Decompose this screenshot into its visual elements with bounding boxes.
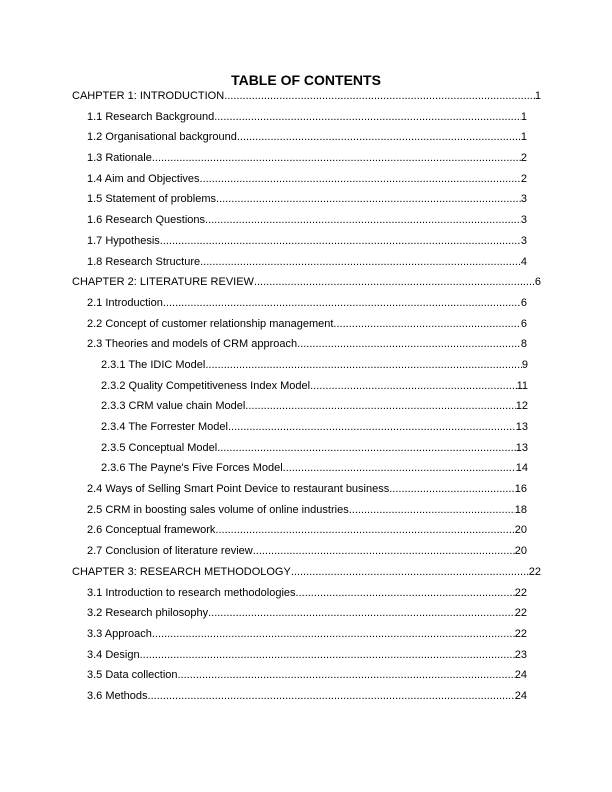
- toc-entry[interactable]: [72, 273, 541, 294]
- toc-entry-page-number: 16: [514, 483, 527, 496]
- toc-entry-title: 3.6 Methods: [87, 689, 148, 702]
- toc-entry-title: 2.3.3 CRM value chain Model: [101, 400, 246, 413]
- toc-dot-leader: [148, 689, 515, 703]
- toc-entry[interactable]: [87, 170, 527, 191]
- toc-entry[interactable]: [87, 521, 527, 542]
- toc-entry[interactable]: [87, 480, 527, 501]
- toc-dot-leader: [333, 317, 520, 331]
- toc-entry[interactable]: [87, 646, 527, 667]
- toc-entry-title: 3.2 Research philosophy: [87, 607, 209, 620]
- toc-entry-page-number: 3: [520, 214, 527, 227]
- toc-entry[interactable]: [87, 584, 527, 605]
- toc-entry-title: 2.7 Conclusion of literature review: [87, 545, 253, 558]
- toc-entry[interactable]: [87, 687, 527, 708]
- toc-entry-title: 1.6 Research Questions: [87, 214, 206, 227]
- toc-entry-title: 1.5 Statement of problems: [87, 193, 217, 206]
- toc-dot-leader: [214, 110, 521, 124]
- toc-entry[interactable]: [72, 563, 541, 584]
- toc-dot-leader: [296, 586, 515, 600]
- toc-entry-title: 1.1 Research Background: [87, 110, 215, 123]
- toc-dot-leader: [200, 255, 521, 269]
- toc-entry-title: 2.3.2 Quality Competitiveness Index Model: [101, 379, 311, 392]
- toc-dot-leader: [205, 358, 522, 372]
- toc-entry-page-number: 2: [520, 172, 527, 185]
- toc-entry-title: 1.4 Aim and Objectives: [87, 172, 200, 185]
- toc-entry-page-number: 22: [514, 627, 527, 640]
- toc-entry-page-number: 1: [520, 110, 527, 123]
- toc-entry[interactable]: [87, 542, 527, 563]
- toc-dot-leader: [208, 606, 515, 620]
- toc-entry-title: 1.7 Hypothesis: [87, 234, 160, 247]
- toc-entry-page-number: 1: [534, 90, 541, 102]
- toc-title: TABLE OF CONTENTS: [231, 72, 381, 88]
- toc-entry-title: 3.3 Approach: [87, 627, 152, 640]
- toc-dot-leader: [215, 523, 514, 537]
- toc-entry-page-number: 22: [528, 565, 541, 578]
- toc-entry-page-number: 1: [520, 131, 527, 144]
- toc-entry-page-number: 13: [515, 441, 528, 454]
- toc-entry[interactable]: [101, 459, 528, 480]
- toc-dot-leader: [254, 275, 535, 289]
- toc-entry[interactable]: [87, 128, 527, 149]
- toc-entry-title: 2.3.5 Conceptual Model: [101, 441, 218, 454]
- toc-entry-title: 3.5 Data collection: [87, 669, 178, 682]
- toc-entry-page-number: 3: [520, 193, 527, 206]
- toc-entry-title: CHAPTER 2: LITERATURE REVIEW: [72, 276, 254, 289]
- toc-dot-leader: [283, 461, 516, 475]
- toc-entry-title: 2.4 Ways of Selling Smart Point Device to restaurant business: [87, 483, 390, 496]
- toc-dot-leader: [205, 213, 521, 227]
- toc-entry-page-number: 9: [521, 358, 528, 371]
- toc-dot-leader: [152, 151, 521, 165]
- toc-entry[interactable]: [72, 87, 541, 108]
- toc-entry-page-number: 20: [514, 545, 527, 558]
- toc-entry-page-number: 20: [514, 524, 527, 537]
- toc-entry[interactable]: [87, 335, 527, 356]
- toc-entry[interactable]: [87, 232, 527, 253]
- toc-entry-page-number: 6: [534, 276, 541, 289]
- toc-dot-leader: [152, 627, 515, 641]
- toc-entry-page-number: 23: [514, 648, 527, 661]
- toc-dot-leader: [389, 482, 515, 496]
- toc-entry[interactable]: [101, 397, 528, 418]
- toc-dot-leader: [245, 399, 515, 413]
- toc-entry-page-number: 3: [520, 234, 527, 247]
- toc-entry[interactable]: [87, 666, 527, 687]
- toc-dot-leader: [310, 379, 516, 393]
- toc-entry[interactable]: [87, 253, 527, 274]
- toc-dot-leader: [349, 503, 515, 517]
- toc-entry-title: 3.4 Design: [87, 648, 140, 661]
- toc-entry-page-number: 4: [520, 255, 527, 268]
- toc-entry-page-number: 12: [515, 400, 528, 413]
- toc-entry-title: 2.6 Conceptual framework: [87, 524, 216, 537]
- toc-entry-page-number: 14: [515, 462, 528, 475]
- toc-dot-leader: [291, 565, 529, 579]
- toc-dot-leader: [224, 89, 535, 103]
- toc-entry-page-number: 22: [514, 607, 527, 620]
- toc-dot-leader: [160, 234, 521, 248]
- toc-entry-page-number: 6: [520, 317, 527, 330]
- toc-entry[interactable]: [87, 315, 527, 336]
- toc-entry[interactable]: [87, 149, 527, 170]
- toc-entry-title: 2.1 Introduction: [87, 296, 163, 309]
- toc-entry[interactable]: [87, 501, 527, 522]
- toc-entry-title: CAHPTER 1: INTRODUCTION: [72, 90, 225, 102]
- toc-entry-title: CHAPTER 3: RESEARCH METHODOLOGY: [72, 565, 291, 578]
- toc-entry-title: 2.5 CRM in boosting sales volume of online industries: [87, 503, 349, 516]
- toc-entry-page-number: 18: [514, 503, 527, 516]
- toc-entry-page-number: 11: [516, 379, 528, 392]
- toc-entry-page-number: 6: [520, 296, 527, 309]
- toc-dot-leader: [228, 420, 516, 434]
- toc-entry-page-number: 2: [520, 152, 527, 165]
- toc-entry-title: 2.3.1 The IDIC Model: [101, 358, 206, 371]
- toc-entry[interactable]: [101, 418, 528, 439]
- toc-entry-page-number: 22: [514, 586, 527, 599]
- toc-dot-leader: [237, 130, 521, 144]
- toc-dot-leader: [140, 648, 515, 662]
- toc-entry-title: 1.8 Research Structure: [87, 255, 201, 268]
- toc-list: [0, 87, 612, 708]
- toc-entry-title: 2.3.6 The Payne's Five Forces Model: [101, 462, 283, 475]
- toc-entry-title: 3.1 Introduction to research methodologies: [87, 586, 296, 599]
- toc-entry-title: 2.2 Concept of customer relationship management: [87, 317, 334, 330]
- toc-entry-page-number: 24: [514, 669, 527, 682]
- toc-entry[interactable]: [87, 604, 527, 625]
- toc-entry[interactable]: [101, 377, 528, 398]
- toc-dot-leader: [200, 172, 521, 186]
- toc-dot-leader: [217, 441, 516, 455]
- toc-entry-title: 1.3 Rationale: [87, 152, 152, 165]
- toc-entry[interactable]: [87, 294, 527, 315]
- toc-entry[interactable]: [87, 108, 527, 129]
- toc-dot-leader: [178, 668, 515, 682]
- toc-dot-leader: [163, 296, 521, 310]
- toc-entry-title: 1.2 Organisational background: [87, 131, 237, 144]
- toc-entry-page-number: 8: [520, 338, 527, 351]
- toc-entry[interactable]: [101, 356, 528, 377]
- toc-entry-title: 2.3.4 The Forrester Model: [101, 421, 228, 433]
- toc-entry-page-number: 24: [514, 689, 527, 702]
- toc-entry[interactable]: [87, 211, 527, 232]
- toc-entry[interactable]: [87, 190, 527, 211]
- toc-entry-page-number: 13: [515, 421, 528, 433]
- toc-entry[interactable]: [101, 439, 528, 460]
- toc-dot-leader: [297, 337, 521, 351]
- toc-dot-leader: [216, 192, 521, 206]
- toc-entry[interactable]: [87, 625, 527, 646]
- toc-entry-title: 2.3 Theories and models of CRM approach: [87, 338, 298, 351]
- toc-dot-leader: [253, 544, 515, 558]
